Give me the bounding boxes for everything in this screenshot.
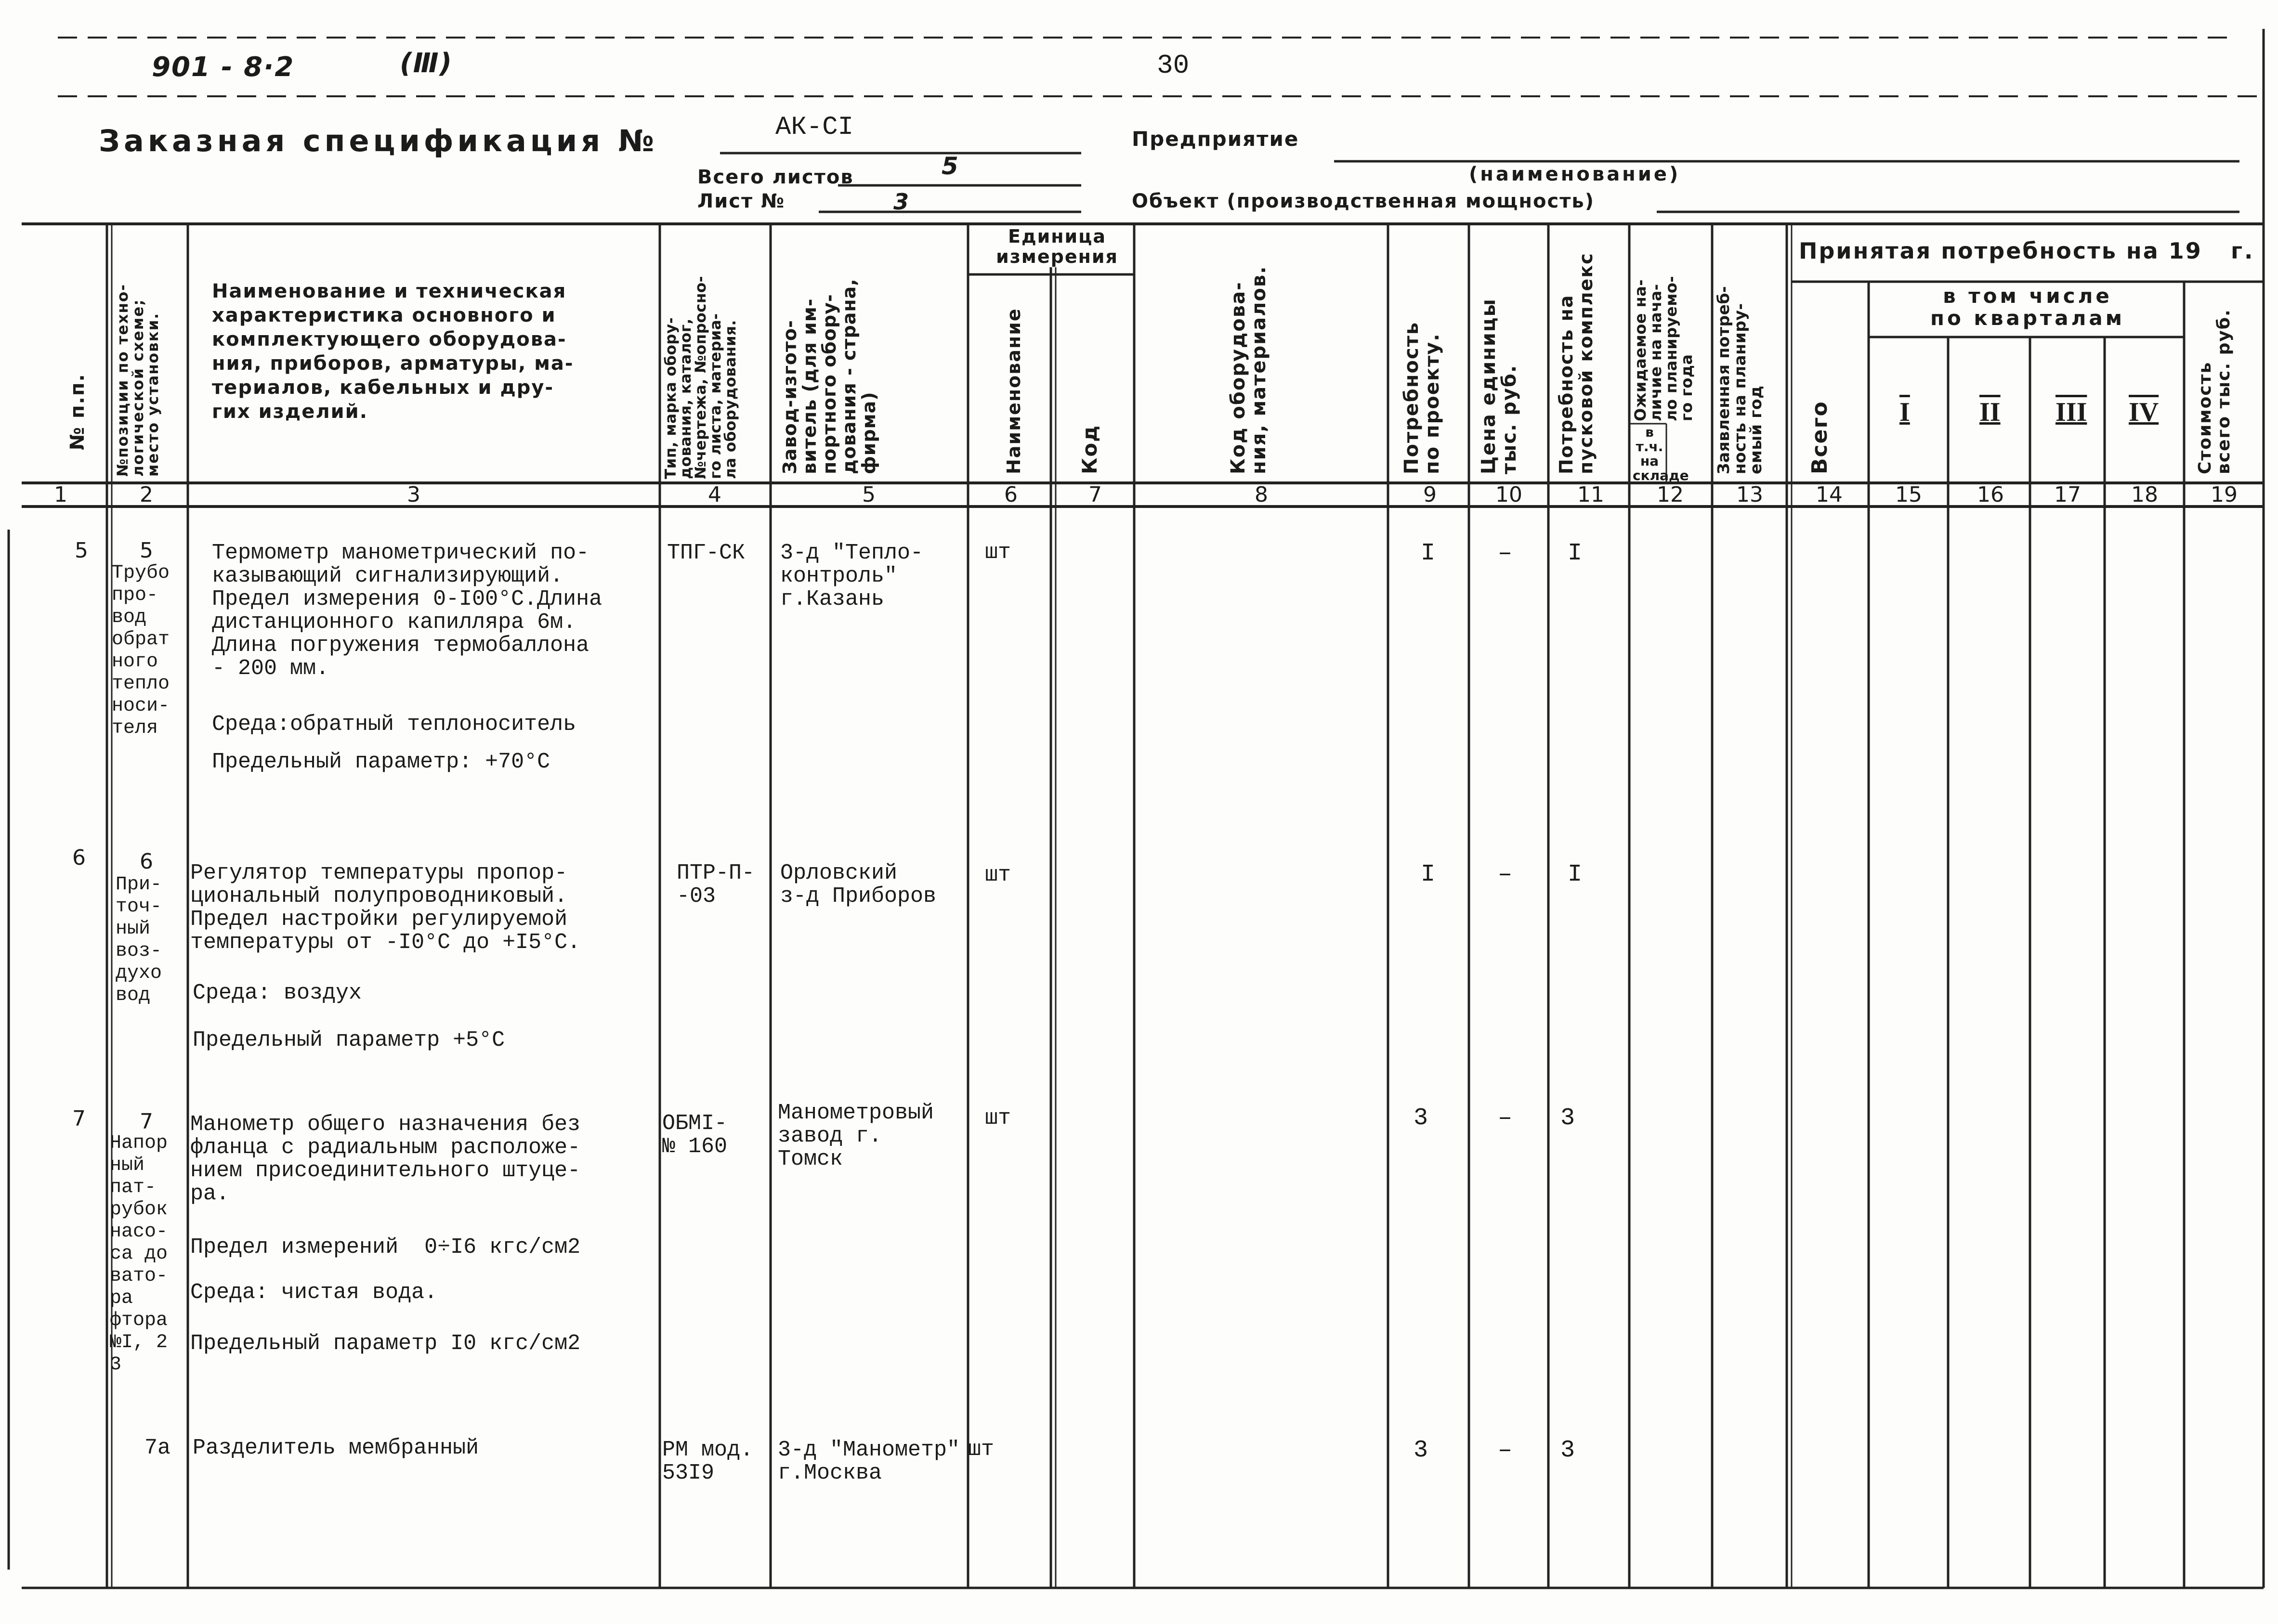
item-start-need: I — [1568, 540, 1583, 567]
spec-title: Заказная спецификация № — [99, 123, 658, 158]
item-start-need: I — [1568, 861, 1583, 888]
col-19-header: Стоимость всего тыс. руб. — [2195, 309, 2234, 474]
part-number: (Ⅲ) — [400, 48, 453, 79]
install-place: Напор ный пат- рубок насо- са до вато- ра фтора №I, 2 3 — [110, 1132, 168, 1376]
row-number: 6 — [72, 845, 86, 870]
total-sheets-label: Всего листов — [697, 166, 854, 188]
item-start-need: 3 — [1560, 1437, 1575, 1464]
item-description: Регулятор температуры пропор- циональный полупроводниковый. Предел настройки регулируемой температуры от -I0°С до +I5°С. — [190, 861, 581, 955]
position-number: 5 — [140, 538, 153, 563]
col-number: 7 — [1088, 482, 1102, 507]
col-12-header: Ожидаемое на- личие на нача- ло планируемо- го года — [1631, 275, 1696, 421]
col-8-header: Код оборудова- ния, материалов. — [1227, 265, 1270, 474]
col-6-header: Наименование — [1003, 308, 1024, 474]
quarter-3-header: III — [2055, 397, 2087, 427]
col-number: 11 — [1577, 482, 1604, 507]
enterprise-label: Предприятие — [1132, 127, 1299, 151]
col-3-header: Наименование и техническая характеристика основного и комплектующего оборудова- ния, приборов, арматуры, ма- териалов, кабельных и дру- гих изделий. — [212, 280, 574, 423]
position-number: 6 — [140, 849, 153, 874]
sheet-label: Лист № — [697, 190, 786, 212]
col-7-header: Код — [1078, 424, 1101, 474]
item-description: Манометр общего назначения без фланца с радиальным расположе- нием присоединительного штуце- ра. — [190, 1112, 581, 1206]
item-manufacturer: Орловский з-д Приборов — [780, 861, 937, 909]
row-number: 7 — [72, 1106, 86, 1131]
item-price: – — [1498, 861, 1513, 888]
install-place: При- точ- ный воз- духо вод — [116, 874, 162, 1006]
col-number: 9 — [1423, 482, 1437, 507]
col-4-header: Тип, марка обору- дования, каталог, №чертежа, №опросно- го листа, материа- ла оборудования. — [662, 275, 739, 479]
col-number: 19 — [2211, 482, 2238, 507]
document-code: 901 - 8·2 — [152, 52, 295, 83]
install-place: Трубо про- вод обрат ного тепло носи- теля — [112, 562, 170, 739]
item-type: РМ мод. 53I9 — [662, 1438, 754, 1485]
accepted-year-suffix: г. — [2231, 238, 2255, 264]
accepted-need-header: Принятая потребность на 19 — [1799, 238, 2202, 264]
item-price: – — [1498, 1437, 1513, 1464]
item-limit: Предельный параметр I0 кгс/см2 — [190, 1331, 581, 1356]
spec-number: АК-СI — [775, 113, 854, 142]
col-13-header: Заявленная потреб- ность на планиру- емый год — [1714, 286, 1766, 474]
item-need: 3 — [1414, 1104, 1428, 1132]
total-sheets-value: 5 — [942, 152, 959, 180]
item-need: I — [1421, 861, 1436, 888]
quarter-1-header: I — [1899, 397, 1910, 427]
quarter-4-header: IV — [2129, 397, 2159, 427]
col-number: 3 — [407, 482, 420, 507]
item-unit: шт — [968, 1437, 995, 1462]
col-number: 2 — [140, 482, 153, 507]
col-number: 5 — [862, 482, 876, 507]
col-number: 16 — [1977, 482, 2004, 507]
item-manufacturer: Манометровый завод г. Томск — [778, 1101, 934, 1171]
position-number: 7 — [140, 1109, 153, 1134]
item-limit: Предельный параметр: +70°С — [212, 750, 550, 774]
col-14-header: Всего — [1807, 401, 1832, 474]
page-number: 30 — [1157, 50, 1190, 81]
item-unit: шт — [985, 1106, 1011, 1130]
col-number: 17 — [2054, 482, 2081, 507]
item-medium: Среда:обратный теплоноситель — [212, 712, 576, 737]
quarter-2-header: II — [1979, 397, 2001, 427]
item-manufacturer: 3-д "Тепло- контроль" г.Казань — [780, 541, 924, 611]
item-start-need: 3 — [1560, 1104, 1575, 1132]
item-manufacturer: 3-д "Манометр" г.Москва — [778, 1438, 960, 1485]
item-limit: Предельный параметр +5°С — [193, 1028, 505, 1052]
item-description: Термометр манометрический по- казывающий сигнализирующий. Предел измерения 0-I00°С.Длина дистанционного капилляра 6м. Длина погружения термобаллона - 200 мм. — [212, 541, 602, 681]
col-number: 6 — [1004, 482, 1018, 507]
col-number: 14 — [1816, 482, 1843, 507]
col-number: 10 — [1495, 482, 1522, 507]
item-need: I — [1421, 540, 1436, 567]
item-unit: шт — [985, 540, 1011, 565]
item-type: ПТР-П- -03 — [677, 861, 755, 909]
item-unit: шт — [985, 863, 1011, 887]
col-number: 13 — [1736, 482, 1763, 507]
item-need: 3 — [1414, 1437, 1428, 1464]
col-number: 1 — [54, 482, 67, 507]
quarters-header: в том числе по кварталам — [1930, 284, 2125, 330]
item-description: Разделитель мембранный — [193, 1436, 479, 1460]
col-1-header: № п.п. — [66, 373, 89, 450]
col-number: 15 — [1895, 482, 1922, 507]
sheet-number: 3 — [893, 189, 910, 215]
col-10-header: Цена единицы тыс. руб. — [1478, 298, 1521, 474]
object-label: Объект (производственная мощность) — [1132, 190, 1595, 212]
col-2-header: №позиции по техно- логической схеме; место установки. — [114, 283, 162, 477]
col-9-header: Потребность по проекту. — [1401, 321, 1444, 474]
item-type: ОБМI- № 160 — [662, 1111, 728, 1159]
row-number: 5 — [75, 538, 88, 563]
item-medium: Среда: чистая вода. — [190, 1280, 438, 1305]
item-measure-range: Предел измерений 0÷I6 кгс/см2 — [190, 1235, 581, 1260]
item-type: ТПГ-СК — [667, 541, 746, 565]
col-5-header: Завод-изгото- витель (для им- портного обору- дования - страна, фирма) — [779, 278, 880, 474]
item-medium: Среда: воздух — [193, 981, 362, 1005]
position-number: 7а — [144, 1436, 171, 1460]
item-price: – — [1498, 1104, 1513, 1132]
col-number: 8 — [1255, 482, 1268, 507]
col-number: 12 — [1657, 482, 1684, 507]
col-12-sub-header: в т.ч. на складе — [1633, 424, 1689, 483]
col-number: 18 — [2131, 482, 2158, 507]
col-11-header: Потребность на пусковой комплекс — [1556, 252, 1597, 474]
unit-group-header: Единица измерения — [996, 226, 1118, 267]
col-number: 4 — [708, 482, 721, 507]
naming-label: (наименование) — [1469, 163, 1681, 185]
item-price: – — [1498, 540, 1513, 567]
